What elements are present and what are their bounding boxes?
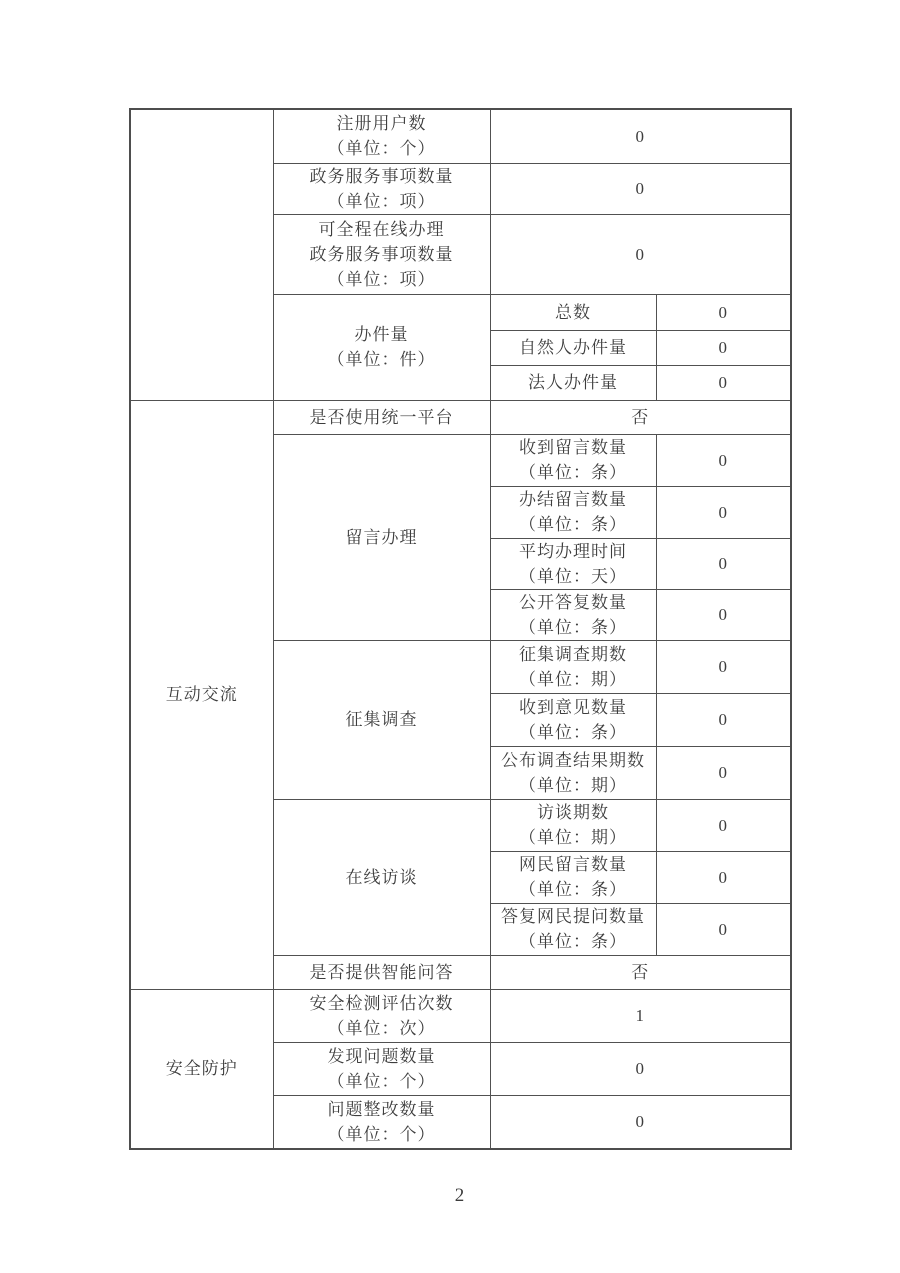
category-unit: （单位：件） xyxy=(327,350,436,369)
metric-label-cell xyxy=(273,1095,490,1149)
metric-value-cell: 0 xyxy=(490,109,791,163)
metric-unit: （单位：次） xyxy=(327,1018,436,1038)
submetric-label-cell xyxy=(490,434,656,486)
table-row xyxy=(130,109,791,163)
category-label-cell: 留言办理 xyxy=(273,434,490,640)
metric-label-cell xyxy=(273,989,490,1042)
metric-unit: （单位：条） xyxy=(519,880,627,899)
metric-unit: （单位：条） xyxy=(519,463,627,482)
submetric-value-cell: 0 xyxy=(656,434,791,486)
metric-name: 发现问题数量 xyxy=(327,1046,436,1066)
metric-value-cell: 否 xyxy=(490,955,791,989)
metric-unit: （单位：期） xyxy=(519,828,627,847)
metric-name: 征集调查期数 xyxy=(519,644,627,664)
metric-name: 注册用户数 xyxy=(336,114,427,134)
submetric-label-cell xyxy=(490,589,656,640)
metric-name: 访谈期数 xyxy=(537,803,609,822)
category-label-cell: 在线访谈 xyxy=(273,799,490,955)
metric-name: 答复网民提问数量 xyxy=(501,907,645,926)
metric-label-cell xyxy=(273,214,490,294)
table-row xyxy=(130,400,791,434)
report-table xyxy=(129,108,792,1150)
metric-label-cell xyxy=(273,1042,490,1095)
metric-name: 问题整改数量 xyxy=(327,1099,436,1119)
submetric-label-cell xyxy=(490,486,656,538)
metric-name: 安全检测评估次数 xyxy=(309,993,454,1013)
section-label-cell-interaction: 互动交流 xyxy=(130,400,273,989)
metric-name: 可全程在线办理 xyxy=(318,219,445,239)
submetric-value-cell: 0 xyxy=(656,640,791,693)
submetric-label-cell: 自然人办件量 xyxy=(490,330,656,365)
metric-unit: （单位：个） xyxy=(327,1071,436,1091)
metric-unit: （单位：条） xyxy=(519,515,627,534)
metric-unit: （单位：条） xyxy=(519,722,627,742)
metric-unit: （单位：天） xyxy=(519,566,627,586)
metric-unit: （单位：期） xyxy=(519,775,627,795)
metric-unit: （单位：条） xyxy=(519,932,627,951)
metric-label-cell xyxy=(273,163,490,214)
submetric-value-cell: 0 xyxy=(656,799,791,851)
submetric-value-cell: 0 xyxy=(656,538,791,589)
metric-label-cell: 是否提供智能问答 xyxy=(273,955,490,989)
metric-name: 办结留言数量 xyxy=(519,490,627,509)
section-label-cell-empty xyxy=(130,109,273,400)
category-name: 办件量 xyxy=(354,325,409,344)
table-row xyxy=(130,989,791,1042)
submetric-label-cell xyxy=(490,693,656,746)
metric-name: 收到留言数量 xyxy=(519,438,627,457)
page-number: 2 xyxy=(454,1185,465,1206)
metric-unit: （单位：个） xyxy=(327,139,436,159)
metric-unit: （单位：项） xyxy=(327,269,436,289)
metric-value-cell: 1 xyxy=(490,989,791,1042)
submetric-value-cell: 0 xyxy=(656,746,791,799)
submetric-label-cell xyxy=(490,538,656,589)
metric-value-cell: 否 xyxy=(490,400,791,434)
metric-unit: （单位：期） xyxy=(519,669,627,689)
submetric-value-cell: 0 xyxy=(656,851,791,903)
submetric-value-cell: 0 xyxy=(656,294,791,330)
submetric-label-cell xyxy=(490,746,656,799)
submetric-label-cell xyxy=(490,903,656,955)
metric-unit: （单位：项） xyxy=(327,191,436,211)
category-label-cell: 征集调查 xyxy=(273,640,490,799)
metric-name: 收到意见数量 xyxy=(519,697,627,717)
submetric-value-cell: 0 xyxy=(656,330,791,365)
metric-name: 平均办理时间 xyxy=(519,541,627,561)
metric-unit: （单位：个） xyxy=(327,1124,436,1144)
metric-name: 政务服务事项数量 xyxy=(309,166,454,186)
submetric-value-cell: 0 xyxy=(656,589,791,640)
submetric-value-cell: 0 xyxy=(656,486,791,538)
metric-unit: （单位：条） xyxy=(519,617,627,637)
submetric-label-cell xyxy=(490,640,656,693)
metric-label-cell: 是否使用统一平台 xyxy=(273,400,490,434)
metric-value-cell: 0 xyxy=(490,1042,791,1095)
category-label-cell xyxy=(273,294,490,400)
metric-value-cell: 0 xyxy=(490,214,791,294)
metric-name: 公布调查结果期数 xyxy=(501,750,645,770)
submetric-value-cell: 0 xyxy=(656,365,791,400)
metric-value-cell: 0 xyxy=(490,1095,791,1149)
metric-label-cell xyxy=(273,109,490,163)
submetric-label-cell xyxy=(490,851,656,903)
metric-name: 网民留言数量 xyxy=(519,855,627,874)
submetric-label-cell: 法人办件量 xyxy=(490,365,656,400)
submetric-value-cell: 0 xyxy=(656,903,791,955)
metric-name: 公开答复数量 xyxy=(519,592,627,612)
section-label-cell-security: 安全防护 xyxy=(130,989,273,1149)
metric-name-line2: 政务服务事项数量 xyxy=(309,244,454,264)
metric-value-cell: 0 xyxy=(490,163,791,214)
submetric-label-cell xyxy=(490,799,656,851)
submetric-value-cell: 0 xyxy=(656,693,791,746)
submetric-label-cell: 总数 xyxy=(490,294,656,330)
